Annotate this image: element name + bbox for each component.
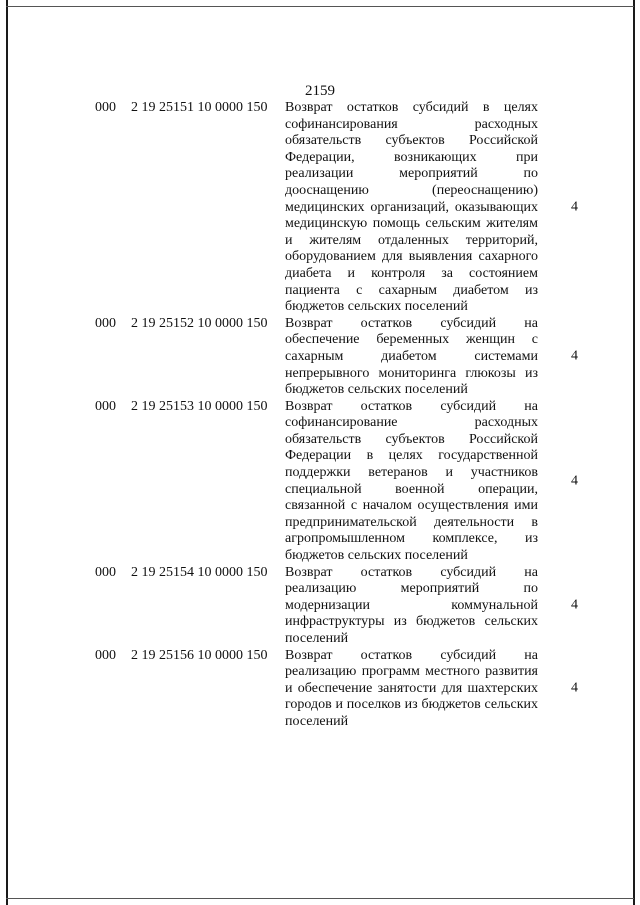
table-row [0, 316, 640, 399]
scan-border-top [6, 6, 634, 7]
classification-code: 2 19 25152 10 0000 150 [131, 315, 268, 331]
income-description: Возврат остатков субсидий на обеспечение беременных женщин с сахарным диабетом системами непрерывного мониторинга глюкозы из бюджетов сельских поселений [285, 315, 538, 398]
allocation-norm: 4 [571, 473, 578, 489]
income-description: Возврат остатков субсидий на реализацию программ местного развития и обеспечение занятости для шахтерских городов и поселков из бюджетов сельских поселений [285, 647, 538, 729]
scan-border-bottom [6, 898, 634, 899]
table-row [0, 100, 640, 316]
admin-code: 000 [95, 564, 116, 580]
classification-code: 2 19 25151 10 0000 150 [131, 100, 268, 115]
admin-code: 000 [95, 647, 116, 663]
allocation-norm: 4 [571, 199, 578, 215]
allocation-norm: 4 [571, 680, 578, 696]
admin-code: 000 [95, 100, 116, 115]
income-description: Возврат остатков субсидий в целях софинансирования расходных обязательств субъектов Российской Федерации, возникающих при реализации мероприятий по дооснащению (переоснащению) медицинских организаций, оказывающих медицинскую помощь сельским жителям и жителям отдаленных территорий, оборудованием для выявления сахарного диабета и контроля за состоянием пациента с сахарным диабетом из бюджетов сельских поселений [285, 100, 538, 315]
table-row [0, 565, 640, 648]
allocation-norm: 4 [571, 597, 578, 613]
table-row [0, 648, 640, 731]
classification-code: 2 19 25153 10 0000 150 [131, 398, 268, 414]
budget-code-table [0, 100, 640, 731]
table-row [0, 399, 640, 565]
income-description: Возврат остатков субсидий на софинансирование расходных обязательств субъектов Российской Федерации в целях государственной поддержки ветеранов и участников специальной военной операции, связанной с началом осуществления ими предпринимательской деятельности в агропромышленном комплексе, из бюджетов сельских поселений [285, 398, 538, 564]
allocation-norm: 4 [571, 348, 578, 364]
page-number: 2159 [305, 83, 335, 99]
classification-code: 2 19 25154 10 0000 150 [131, 564, 268, 580]
income-description: Возврат остатков субсидий на реализацию мероприятий по модернизации коммунальной инфраструктуры из бюджетов сельских поселений [285, 564, 538, 646]
admin-code: 000 [95, 398, 116, 414]
classification-code: 2 19 25156 10 0000 150 [131, 647, 268, 663]
admin-code: 000 [95, 315, 116, 331]
